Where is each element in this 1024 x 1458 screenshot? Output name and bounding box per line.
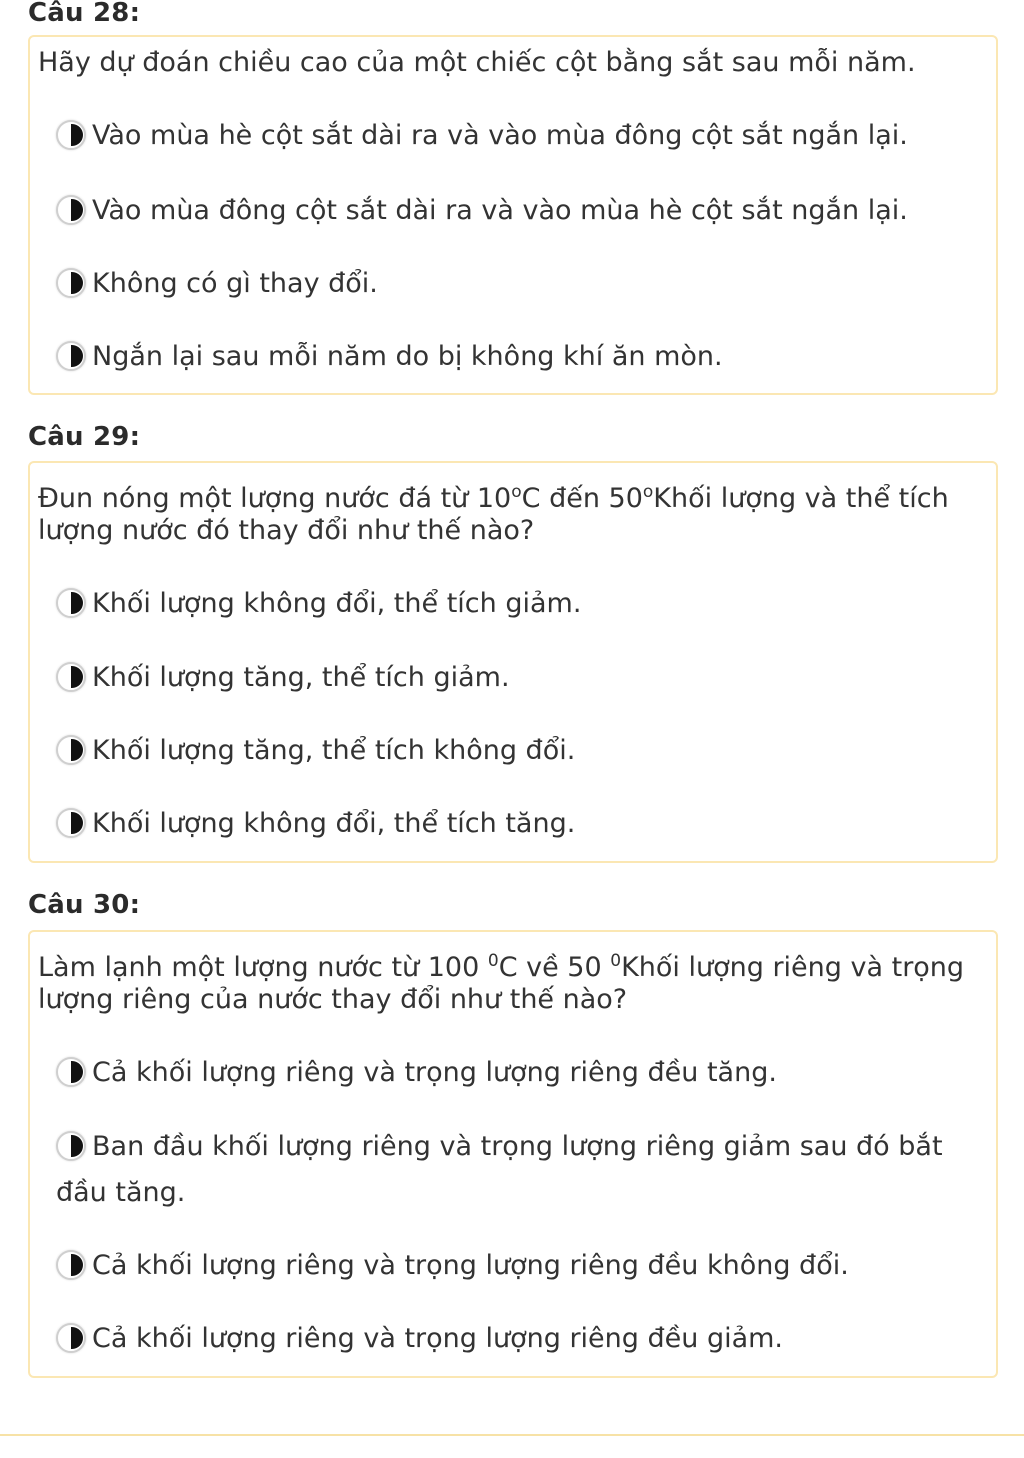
question-28-option-3[interactable]: Không có gì thay đổi. [56, 261, 976, 307]
question-28-text: Hãy dự đoán chiều cao của một chiếc cột bằng sắt sau mỗi năm. [38, 47, 916, 78]
question-30-card [28, 930, 998, 1378]
question-28-option-4[interactable]: Ngắn lại sau mỗi năm do bị không khí ăn mòn. [56, 334, 976, 380]
half-filled-radio-icon[interactable] [56, 1131, 86, 1161]
question-29-option-1[interactable]: Khối lượng không đổi, thể tích giảm. [56, 581, 976, 627]
question-29-option-4[interactable]: Khối lượng không đổi, thể tích tăng. [56, 801, 976, 847]
question-29-option-2[interactable]: Khối lượng tăng, thể tích giảm. [56, 655, 976, 701]
question-29-text: Đun nóng một lượng nước đá từ 10$^o$C đến 50$^o$Khối lượng và thể tích lượng nước đó thay đổi như thế nào? [38, 482, 949, 546]
half-filled-radio-icon[interactable] [56, 268, 86, 298]
question-30-option-3[interactable]: Cả khối lượng riêng và trọng lượng riêng đều không đổi. [56, 1243, 976, 1289]
half-filled-radio-icon[interactable] [56, 195, 86, 225]
question-28-title: Câu 28: [28, 0, 141, 28]
question-30-option-2[interactable]: Ban đầu khối lượng riêng và trọng lượng riêng giảm sau đó bắt đầu tăng. [56, 1131, 943, 1208]
half-filled-radio-icon[interactable] [56, 662, 86, 692]
bottom-divider [0, 1434, 1024, 1436]
question-30-title: Câu 30: [28, 890, 141, 920]
question-28-card [28, 35, 998, 395]
half-filled-radio-icon[interactable] [56, 1323, 86, 1353]
half-filled-radio-icon[interactable] [56, 588, 86, 618]
half-filled-radio-icon[interactable] [56, 341, 86, 371]
question-30-text: Làm lạnh một lượng nước từ 100 $^0$C về 50 $^0$Khối lượng riêng và trọng lượng riêng của nước thay đổi như thế nào? [38, 951, 965, 1015]
question-28-option-1[interactable]: Vào mùa hè cột sắt dài ra và vào mùa đông cột sắt ngắn lại. [56, 113, 976, 159]
question-29-card [28, 461, 998, 863]
question-28-option-2[interactable]: Vào mùa đông cột sắt dài ra và vào mùa hè cột sắt ngắn lại. [56, 188, 976, 234]
half-filled-radio-icon[interactable] [56, 735, 86, 765]
half-filled-radio-icon[interactable] [56, 120, 86, 150]
half-filled-radio-icon[interactable] [56, 1057, 86, 1087]
question-30-option-4[interactable]: Cả khối lượng riêng và trọng lượng riêng đều giảm. [56, 1316, 976, 1362]
question-29-option-3[interactable]: Khối lượng tăng, thể tích không đổi. [56, 728, 976, 774]
question-30-option-1[interactable]: Cả khối lượng riêng và trọng lượng riêng đều tăng. [56, 1050, 976, 1096]
half-filled-radio-icon[interactable] [56, 808, 86, 838]
half-filled-radio-icon[interactable] [56, 1250, 86, 1280]
question-29-title: Câu 29: [28, 422, 141, 452]
